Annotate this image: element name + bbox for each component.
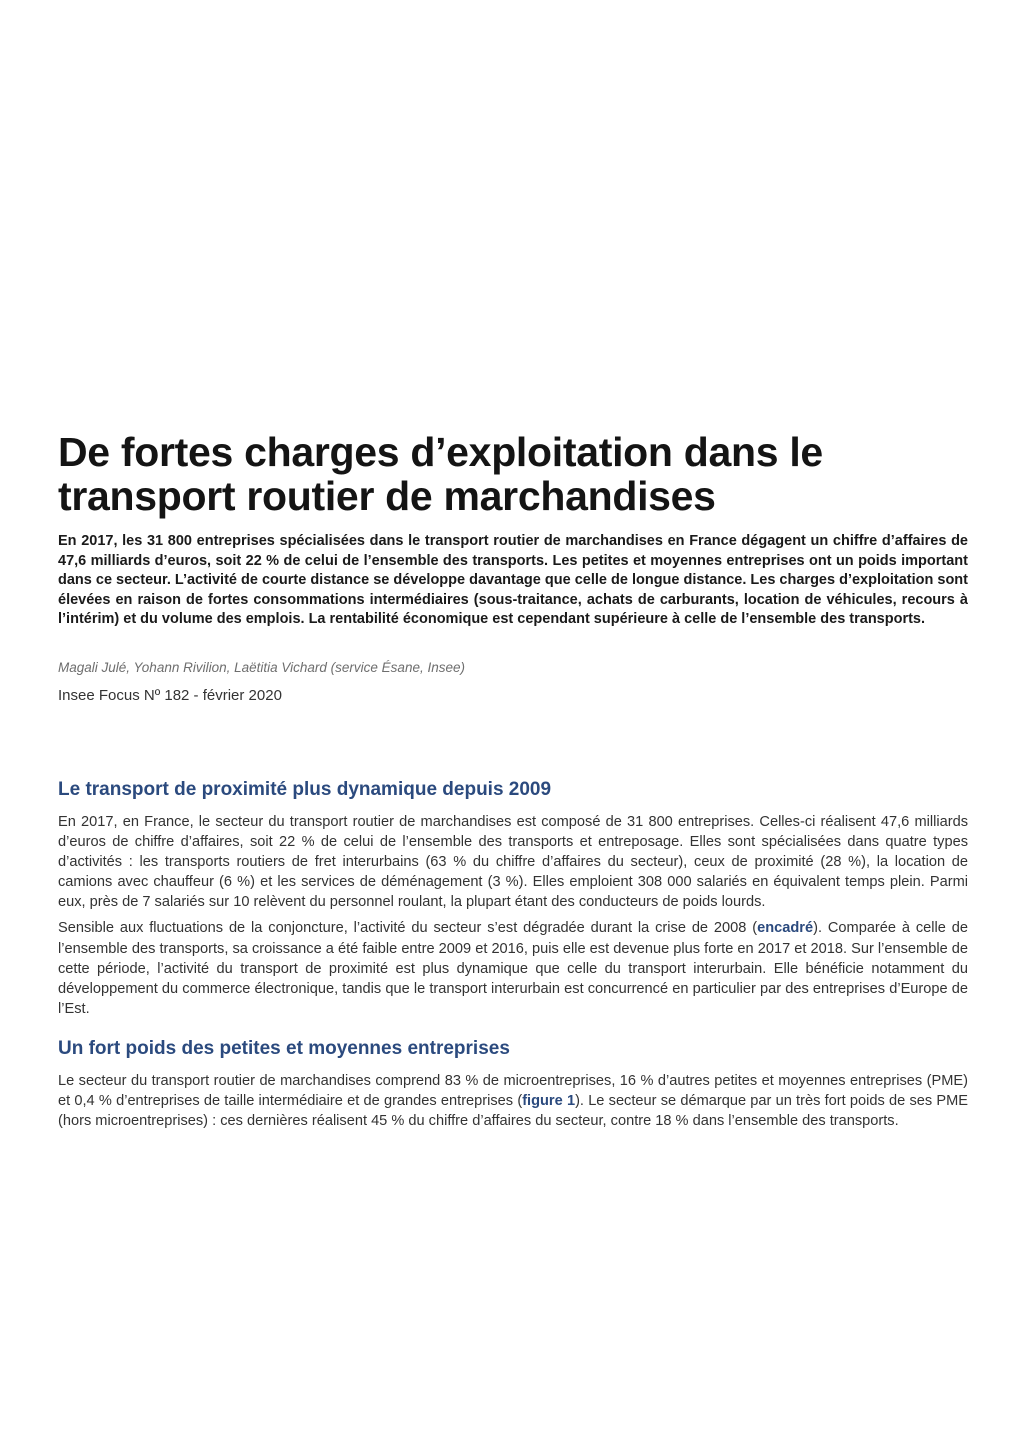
article xyxy=(58,430,968,1137)
figure-1-link[interactable]: figure 1 xyxy=(522,1093,576,1109)
section-heading: Un fort poids des petites et moyennes entreprises xyxy=(58,1037,510,1059)
paragraph-text: ). Le secteur se démarque par un très fort poids de ses PME (hors microentreprises) : ces dernières réalisent 45 % du chiffre d’affaires du secteur, contre 18 % dans l’ensemble des transports. xyxy=(58,1093,968,1130)
paragraph-text: ). Comparée à celle de l’ensemble des transports, sa croissance a été faible entre 2009 et 2016, puis elle est devenue plus forte en 2017 et 2018. Sur l’ensemble de cette période, l’activité du transport de proximité est plus dynamique que celle du transport interurbain. Elle bénéficie notamment du développement du commerce électronique, tandis que le transport interurbain est concurrencé en particulier par des entreprises d’Europe de l’Est. xyxy=(58,920,968,1017)
paragraph-text: Sensible aux fluctuations de la conjoncture, l’activité du secteur s’est dégradée durant la crise de 2008 ( xyxy=(58,920,758,937)
paragraph-text: Le secteur du transport routier de marchandises comprend 83 % de microentreprises, 16 % d’autres petites et moyennes entreprises (PME) et 0,4 % d’entreprises de taille intermédiaire et de grandes entreprises ( xyxy=(58,1072,968,1109)
paragraph xyxy=(58,918,968,1018)
encadre-link[interactable]: encadré xyxy=(757,920,814,937)
publication-reference: Insee Focus Nº 182 - février 2020 xyxy=(58,686,282,704)
article-title: De fortes charges d’exploitation dans le transport routier de marchandises xyxy=(58,429,823,519)
section-pme xyxy=(58,1037,968,1131)
article-authors: Magali Julé, Yohann Rivilion, Laëtitia Vichard (service Ésane, Insee) xyxy=(58,659,465,675)
article-lede: En 2017, les 31 800 entreprises spécialisées dans le transport routier de marchandises en France dégagent un chiffre d’affaires de 47,6 milliards d’euros, soit 22 % de celui de l’ensemble des transports. Les petites et moyennes entreprises ont un poids important dans ce secteur. L’activité de courte distance se développe davantage que celle de longue distance. Les charges d’exploitation sont élevées en raison de fortes consommations intermédiaires (sous-traitance, achats de carburants, location de véhicules, recours à l’intérim) et du volume des emplois. La rentabilité économique est cependant supérieure à celle de l’ensemble des transports. xyxy=(58,533,968,628)
section-heading: Le transport de proximité plus dynamique depuis 2009 xyxy=(58,778,552,800)
paragraph: En 2017, en France, le secteur du transport routier de marchandises est composé de 31 800 entreprises. Celles-ci réalisent 47,6 milliards d’euros de chiffre d’affaires, soit 22 % de celui de l’ensemble des transports et entreposage. Elles sont spécialisées dans quatre types d’activités : les transports routiers de fret interurbains (63 % du chiffre d’affaires du secteur), ceux de proximité (28 %), la location de camions avec chauffeur (6 %) et les services de déménagement (3 %). Elles emploient 308 000 salariés en équivalent temps plein. Parmi eux, près de 7 salariés sur 10 relèvent du personnel roulant, la plupart étant des conducteurs de poids lourds. xyxy=(58,813,968,911)
paragraph xyxy=(58,1071,968,1131)
section-transport-proximite xyxy=(58,778,968,1019)
